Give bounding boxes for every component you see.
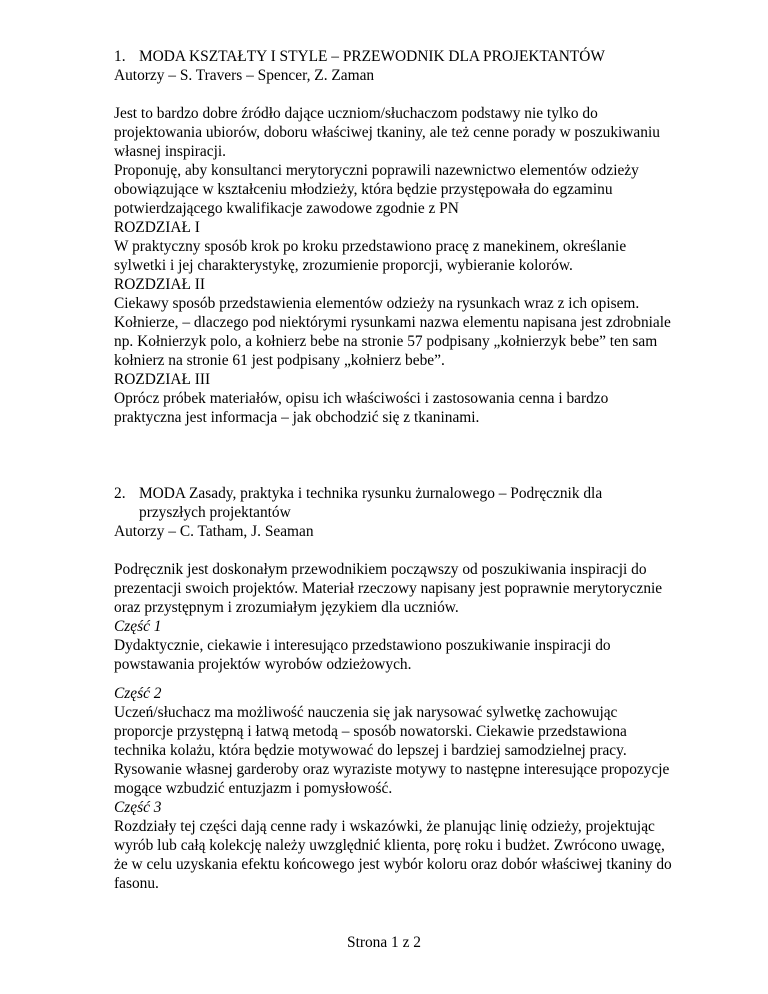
section-1-intro <box>114 104 694 218</box>
part-line: Rozdziały tej części dają cenne rady i wskazówki, że planując linię odzieży, projektując <box>114 818 655 835</box>
part-line: technika kolażu, która będzie motywować do lepszej i bardziej samodzielnej pracy. <box>114 742 627 759</box>
part-line: fasonu. <box>114 875 159 892</box>
section-2-title <box>114 484 694 522</box>
chapter-line: Oprócz próbek materiałów, opisu ich właściwości i zastosowania cenna i bardzo <box>114 390 609 407</box>
chapter-line: Ciekawy sposób przedstawienia elementów odzieży na rysunkach wraz z ich opisem. <box>114 295 640 312</box>
part-2 <box>114 684 694 798</box>
section-1-number: 1. <box>114 48 126 65</box>
section-2-title-line-2: przyszłych projektantów <box>139 504 291 521</box>
section-2-title-line-1: MODA Zasady, praktyka i technika rysunku żurnalowego – Podręcznik dla <box>139 485 603 502</box>
part-line: Uczeń/słuchacz ma możliwość nauczenia się jak narysować sylwetkę zachowując <box>114 704 618 721</box>
page-number-footer: Strona 1 z 2 <box>347 934 421 951</box>
part-line: Dydaktycznie, ciekawie i interesująco przedstawiono poszukiwanie inspiracji do <box>114 637 611 654</box>
section-1-intro-line: Jest to bardzo dobre źródło dające uczniom/słuchaczom podstawy nie tylko do <box>114 105 598 122</box>
part-3 <box>114 798 694 893</box>
chapter-line: sylwetki i jej charakterystykę, zrozumienie proporcji, wybieranie kolorów. <box>114 257 573 274</box>
part-line: proporcje przystępną i łatwą metodą – sposób nowatorski. Ciekawie przedstawiona <box>114 723 627 740</box>
section-1-intro-line: Proponuję, aby konsultanci merytoryczni poprawili nazewnictwo elementów odzieży <box>114 162 639 179</box>
part-line: Rysowanie własnej garderoby oraz wyraziste motywy to następne interesujące propozycje <box>114 761 670 778</box>
part-line: wyrób lub całą kolekcję należy uwzględnić klienta, porę roku i budżet. Zwrócono uwagę, <box>114 837 665 854</box>
part-1 <box>114 617 694 674</box>
chapter-3 <box>114 370 694 427</box>
section-2-intro <box>114 560 694 617</box>
section-1-title-text: MODA KSZTAŁTY I STYLE – PRZEWODNIK DLA PROJEKTANTÓW <box>139 48 605 65</box>
section-2-intro-line: Podręcznik jest doskonałym przewodnikiem począwszy od poszukiwania inspiracji do <box>114 561 647 578</box>
chapter-heading: ROZDZIAŁ III <box>114 371 211 388</box>
chapter-1 <box>114 218 694 275</box>
chapter-line: kołnierz na stronie 61 jest podpisany „kołnierz bebe”. <box>114 352 445 369</box>
part-line: mogące wzbudzić entuzjazm i pomysłowość. <box>114 780 393 797</box>
section-1-intro-line: własnej inspiracji. <box>114 143 226 160</box>
chapter-line: praktyczna jest informacja – jak obchodzić się z tkaninami. <box>114 409 480 426</box>
chapter-heading: ROZDZIAŁ I <box>114 219 200 236</box>
section-1-intro-line: obowiązujące w kształceniu młodzieży, która będzie przystępowała do egzaminu <box>114 181 613 198</box>
section-2-intro-line: prezentacji swoich projektów. Materiał rzeczowy napisany jest poprawnie merytorycznie <box>114 580 663 597</box>
part-heading: Część 1 <box>114 618 162 635</box>
section-1-intro-line: projektowania ubiorów, doboru właściwej tkaniny, ale też cenne porady w poszukiwaniu <box>114 124 660 141</box>
chapter-line: np. Kołnierzyk polo, a kołnierz bebe na stronie 57 podpisany „kołnierzyk bebe” ten sam <box>114 333 658 350</box>
chapter-line: Kołnierze, – dlaczego pod niektórymi rysunkami nazwa elementu napisana jest zdrobniale <box>114 314 671 331</box>
section-1-authors: Autorzy – S. Travers – Spencer, Z. Zaman <box>114 67 375 84</box>
part-line: że w celu uzyskania efektu końcowego jest wybór koloru oraz dobór właściwej tkaniny do <box>114 856 672 873</box>
chapter-heading: ROZDZIAŁ II <box>114 276 206 293</box>
section-2-intro-line: oraz przystępnym i zrozumiałym językiem dla uczniów. <box>114 599 459 616</box>
chapter-line: W praktyczny sposób krok po kroku przedstawiono pracę z manekinem, określanie <box>114 238 627 255</box>
section-1-intro-line: potwierdzającego kwalifikacje zawodowe zgodnie z PN <box>114 200 459 217</box>
section-1-title <box>114 47 694 66</box>
part-heading: Część 3 <box>114 799 162 816</box>
section-2-number: 2. <box>114 485 126 502</box>
chapter-2 <box>114 275 694 370</box>
part-line: powstawania projektów wyrobów odzieżowych. <box>114 656 412 673</box>
section-2-authors: Autorzy – C. Tatham, J. Seaman <box>114 523 314 540</box>
part-heading: Część 2 <box>114 685 162 702</box>
